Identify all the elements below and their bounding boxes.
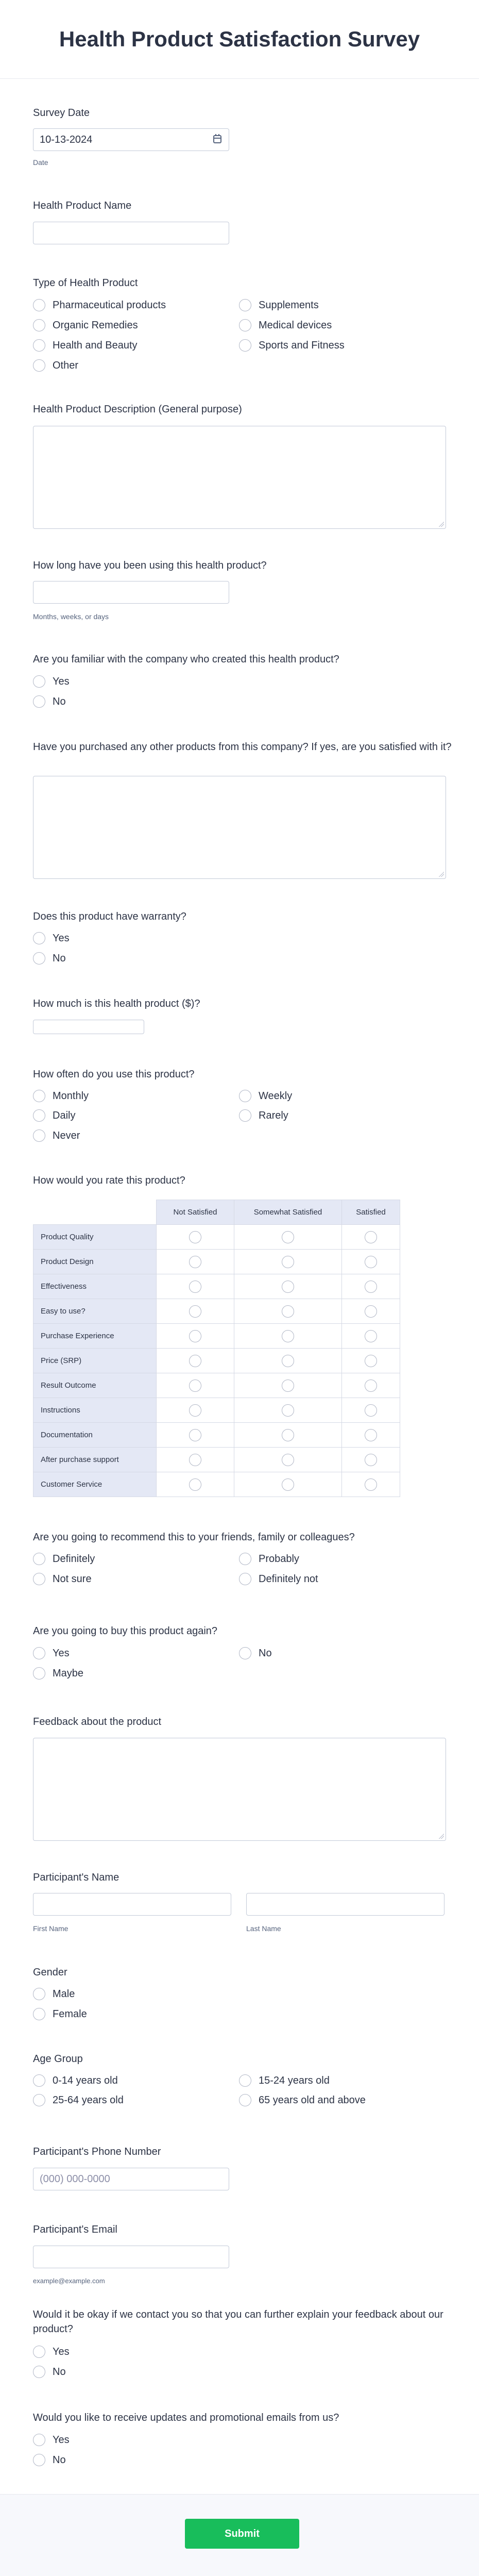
last-name-sublabel: Last Name (246, 1924, 281, 1933)
matrix-cell[interactable] (342, 1349, 400, 1373)
matrix-row (33, 1349, 400, 1373)
matrix-row-label: Documentation (33, 1423, 157, 1448)
familiar-option[interactable]: Yes (33, 674, 70, 689)
radio-button[interactable] (33, 2094, 45, 2106)
email-sublabel: example@example.com (33, 2277, 105, 2285)
matrix-cell[interactable] (234, 1472, 342, 1497)
matrix-column-header: Somewhat Satisfied (234, 1200, 342, 1225)
matrix-row (33, 1423, 400, 1448)
radio-button[interactable] (33, 675, 45, 688)
radio-button[interactable] (33, 952, 45, 965)
matrix-cell[interactable] (234, 1324, 342, 1349)
resize-handle-icon[interactable] (439, 522, 444, 527)
radio-button[interactable] (189, 1429, 201, 1441)
matrix-cell[interactable] (342, 1472, 400, 1497)
matrix-row-label: Purchase Experience (33, 1324, 157, 1349)
product-type-option[interactable]: Pharmaceutical products (33, 298, 166, 312)
product-type-option[interactable]: Organic Remedies (33, 318, 138, 333)
first-name-input[interactable] (33, 1893, 231, 1916)
radio-button[interactable] (33, 1988, 45, 2000)
matrix-column-header: Satisfied (342, 1200, 400, 1225)
radio-button[interactable] (239, 1109, 251, 1122)
description-textarea[interactable] (33, 426, 446, 529)
matrix-cell[interactable] (157, 1299, 234, 1324)
product-type-option[interactable]: Health and Beauty (33, 338, 138, 353)
warranty-option[interactable]: No (33, 951, 66, 966)
radio-button[interactable] (189, 1404, 201, 1417)
frequency-option[interactable]: Daily (33, 1108, 75, 1123)
form-header (0, 0, 479, 79)
participant-name-label: Participant's Name (33, 1872, 119, 1883)
matrix-row (33, 1324, 400, 1349)
radio-button[interactable] (189, 1478, 201, 1491)
matrix-cell[interactable] (234, 1423, 342, 1448)
radio-button[interactable] (365, 1330, 377, 1342)
radio-button[interactable] (33, 2346, 45, 2358)
radio-button[interactable] (33, 2366, 45, 2378)
matrix-cell[interactable] (342, 1274, 400, 1299)
radio-button[interactable] (239, 1553, 251, 1565)
matrix-row-label: Easy to use? (33, 1299, 157, 1324)
radio-button[interactable] (33, 2008, 45, 2020)
promo-label: Would you like to receive updates and promotional emails from us? (33, 2412, 339, 2423)
buy-again-label: Are you going to buy this product again? (33, 1625, 218, 1637)
other-products-label: Have you purchased any other products from this company? If yes, are you satisfied with it? (33, 741, 452, 753)
familiar-label: Are you familiar with the company who created this health product? (33, 654, 339, 665)
radio-button[interactable] (239, 319, 251, 331)
feedback-textarea[interactable] (33, 1738, 446, 1841)
radio-button[interactable] (33, 2434, 45, 2446)
matrix-cell[interactable] (157, 1472, 234, 1497)
submit-button[interactable]: Submit (185, 2519, 299, 2549)
radio-button[interactable] (365, 1429, 377, 1441)
buy-again-option[interactable]: Maybe (33, 1666, 83, 1681)
radio-button[interactable] (33, 695, 45, 708)
radio-button[interactable] (33, 2454, 45, 2466)
product-type-option[interactable]: Other (33, 358, 78, 373)
matrix-cell[interactable] (234, 1448, 342, 1472)
matrix-cell[interactable] (234, 1299, 342, 1324)
contact-ok-label: Would it be okay if we contact you so that you can further explain your feedback about our product? (33, 2309, 443, 2335)
matrix-cell[interactable] (157, 1225, 234, 1250)
matrix-cell[interactable] (234, 1349, 342, 1373)
radio-button[interactable] (189, 1256, 201, 1268)
frequency-label: How often do you use this product? (33, 1069, 195, 1080)
radio-button[interactable] (365, 1231, 377, 1243)
age-group-label: Age Group (33, 2053, 83, 2065)
frequency-option[interactable]: Monthly (33, 1089, 89, 1103)
rating-label: How would you rate this product? (33, 1175, 185, 1186)
radio-button[interactable] (282, 1355, 294, 1367)
matrix-cell[interactable] (342, 1448, 400, 1472)
radio-button[interactable] (33, 359, 45, 372)
matrix-cell[interactable] (234, 1398, 342, 1423)
matrix-cell[interactable] (342, 1324, 400, 1349)
matrix-cell[interactable] (157, 1250, 234, 1274)
age-group-option[interactable]: 65 years old and above (239, 2093, 366, 2107)
matrix-cell[interactable] (234, 1250, 342, 1274)
familiar-option[interactable]: No (33, 694, 66, 709)
radio-button[interactable] (239, 1647, 251, 1659)
radio-button[interactable] (33, 299, 45, 311)
buy-again-option[interactable]: Yes (33, 1646, 70, 1660)
usage-length-label: How long have you been using this health product? (33, 560, 267, 571)
matrix-cell[interactable] (157, 1423, 234, 1448)
matrix-row (33, 1274, 400, 1299)
matrix-cell[interactable] (157, 1373, 234, 1398)
matrix-row-label: Result Outcome (33, 1373, 157, 1398)
last-name-input[interactable] (246, 1893, 444, 1916)
radio-button[interactable] (365, 1404, 377, 1417)
warranty-label: Does this product have warranty? (33, 911, 186, 922)
radio-button[interactable] (33, 1090, 45, 1102)
gender-label: Gender (33, 1967, 67, 1978)
survey-date-sublabel: Date (33, 158, 48, 167)
recommend-option[interactable]: Probably (239, 1552, 299, 1566)
rating-matrix (33, 1200, 400, 1497)
frequency-option[interactable]: Weekly (239, 1089, 292, 1103)
email-label: Participant's Email (33, 2224, 117, 2235)
gender-option[interactable]: Female (33, 2007, 87, 2021)
price-input[interactable] (33, 1020, 144, 1034)
age-group-option[interactable]: 25-64 years old (33, 2093, 124, 2107)
matrix-row (33, 1299, 400, 1324)
form-title: Health Product Satisfaction Survey (59, 27, 420, 51)
product-type-label: Type of Health Product (33, 277, 138, 289)
survey-date-input[interactable] (33, 128, 229, 151)
radio-button[interactable] (239, 339, 251, 352)
radio-button[interactable] (365, 1281, 377, 1293)
recommend-option[interactable]: Definitely not (239, 1572, 318, 1586)
radio-button[interactable] (189, 1355, 201, 1367)
radio-button[interactable] (33, 1553, 45, 1565)
radio-button[interactable] (365, 1454, 377, 1466)
age-group-option[interactable]: 15-24 years old (239, 2073, 330, 2088)
matrix-row-label: Product Design (33, 1250, 157, 1274)
radio-button[interactable] (239, 1090, 251, 1102)
radio-button[interactable] (33, 1109, 45, 1122)
phone-input[interactable]: (000) 000-0000 (33, 2168, 229, 2190)
matrix-cell[interactable] (234, 1373, 342, 1398)
matrix-row-label: After purchase support (33, 1448, 157, 1472)
matrix-cell[interactable] (234, 1274, 342, 1299)
matrix-row (33, 1472, 400, 1497)
age-group-option[interactable]: 0-14 years old (33, 2073, 118, 2088)
product-type-option[interactable]: Medical devices (239, 318, 332, 333)
matrix-row (33, 1373, 400, 1398)
frequency-option[interactable]: Never (33, 1128, 80, 1143)
radio-button[interactable] (33, 1129, 45, 1142)
radio-button[interactable] (365, 1305, 377, 1318)
matrix-column-header: Not Satisfied (157, 1200, 234, 1225)
product-name-label: Health Product Name (33, 200, 132, 211)
recommend-option[interactable]: Not sure (33, 1572, 92, 1586)
frequency-option[interactable]: Rarely (239, 1108, 288, 1123)
matrix-row (33, 1250, 400, 1274)
matrix-row (33, 1398, 400, 1423)
resize-handle-icon[interactable] (439, 1834, 444, 1839)
matrix-row (33, 1225, 400, 1250)
radio-button[interactable] (33, 1667, 45, 1680)
product-type-option[interactable]: Sports and Fitness (239, 338, 345, 353)
price-label: How much is this health product ($)? (33, 998, 200, 1009)
matrix-cell[interactable] (342, 1299, 400, 1324)
radio-button[interactable] (33, 339, 45, 352)
matrix-cell[interactable] (234, 1225, 342, 1250)
contact-ok-option[interactable]: Yes (33, 2345, 70, 2359)
radio-button[interactable] (189, 1330, 201, 1342)
matrix-cell[interactable] (157, 1448, 234, 1472)
recommend-option[interactable]: Definitely (33, 1552, 95, 1566)
radio-button[interactable] (282, 1330, 294, 1342)
matrix-cell[interactable] (342, 1398, 400, 1423)
matrix-row (33, 1448, 400, 1472)
radio-button[interactable] (189, 1305, 201, 1318)
radio-button[interactable] (282, 1281, 294, 1293)
product-type-option[interactable]: Supplements (239, 298, 319, 312)
radio-button[interactable] (282, 1429, 294, 1441)
recommend-label: Are you going to recommend this to your friends, family or colleagues? (33, 1532, 355, 1543)
survey-date-value: 10-13-2024 (40, 134, 93, 145)
matrix-cell[interactable] (157, 1349, 234, 1373)
usage-length-input[interactable] (33, 581, 229, 604)
matrix-cell[interactable] (342, 1373, 400, 1398)
matrix-row-label: Effectiveness (33, 1274, 157, 1299)
radio-button[interactable] (239, 2074, 251, 2087)
radio-button[interactable] (282, 1478, 294, 1491)
matrix-cell[interactable] (342, 1423, 400, 1448)
radio-button[interactable] (33, 2074, 45, 2087)
first-name-sublabel: First Name (33, 1924, 69, 1933)
radio-button[interactable] (365, 1256, 377, 1268)
phone-label: Participant's Phone Number (33, 2146, 161, 2157)
radio-button[interactable] (33, 1573, 45, 1585)
matrix-cell[interactable] (157, 1398, 234, 1423)
radio-button[interactable] (189, 1454, 201, 1466)
resize-handle-icon[interactable] (439, 872, 444, 877)
matrix-row-label: Product Quality (33, 1225, 157, 1250)
matrix-cell[interactable] (157, 1274, 234, 1299)
radio-button[interactable] (33, 932, 45, 944)
radio-button[interactable] (33, 319, 45, 331)
promo-option[interactable]: No (33, 2453, 66, 2467)
matrix-cell[interactable] (157, 1324, 234, 1349)
contact-ok-option[interactable]: No (33, 2365, 66, 2379)
radio-button[interactable] (282, 1380, 294, 1392)
description-label: Health Product Description (General purpose) (33, 404, 242, 415)
buy-again-option[interactable]: No (239, 1646, 272, 1660)
radio-button[interactable] (239, 2094, 251, 2106)
radio-button[interactable] (189, 1380, 201, 1392)
radio-button[interactable] (282, 1256, 294, 1268)
usage-length-sublabel: Months, weeks, or days (33, 612, 109, 621)
matrix-row-label: Price (SRP) (33, 1349, 157, 1373)
radio-button[interactable] (282, 1305, 294, 1318)
matrix-row-label: Customer Service (33, 1472, 157, 1497)
radio-button[interactable] (365, 1380, 377, 1392)
matrix-row-label: Instructions (33, 1398, 157, 1423)
radio-button[interactable] (282, 1454, 294, 1466)
gender-option[interactable]: Male (33, 1987, 75, 2001)
radio-button[interactable] (33, 1647, 45, 1659)
survey-date-label: Survey Date (33, 107, 90, 119)
product-name-input[interactable] (33, 222, 229, 244)
feedback-label: Feedback about the product (33, 1716, 162, 1727)
warranty-option[interactable]: Yes (33, 931, 70, 945)
matrix-corner (33, 1200, 157, 1225)
radio-button[interactable] (239, 299, 251, 311)
radio-button[interactable] (239, 1573, 251, 1585)
calendar-icon[interactable] (213, 135, 221, 143)
radio-button[interactable] (282, 1404, 294, 1417)
matrix-cell[interactable] (342, 1250, 400, 1274)
other-products-textarea[interactable] (33, 776, 446, 879)
radio-button[interactable] (282, 1231, 294, 1243)
radio-button[interactable] (189, 1281, 201, 1293)
radio-button[interactable] (189, 1231, 201, 1243)
radio-button[interactable] (365, 1478, 377, 1491)
radio-button[interactable] (365, 1355, 377, 1367)
matrix-cell[interactable] (342, 1225, 400, 1250)
promo-option[interactable]: Yes (33, 2433, 70, 2447)
email-input[interactable] (33, 2246, 229, 2268)
